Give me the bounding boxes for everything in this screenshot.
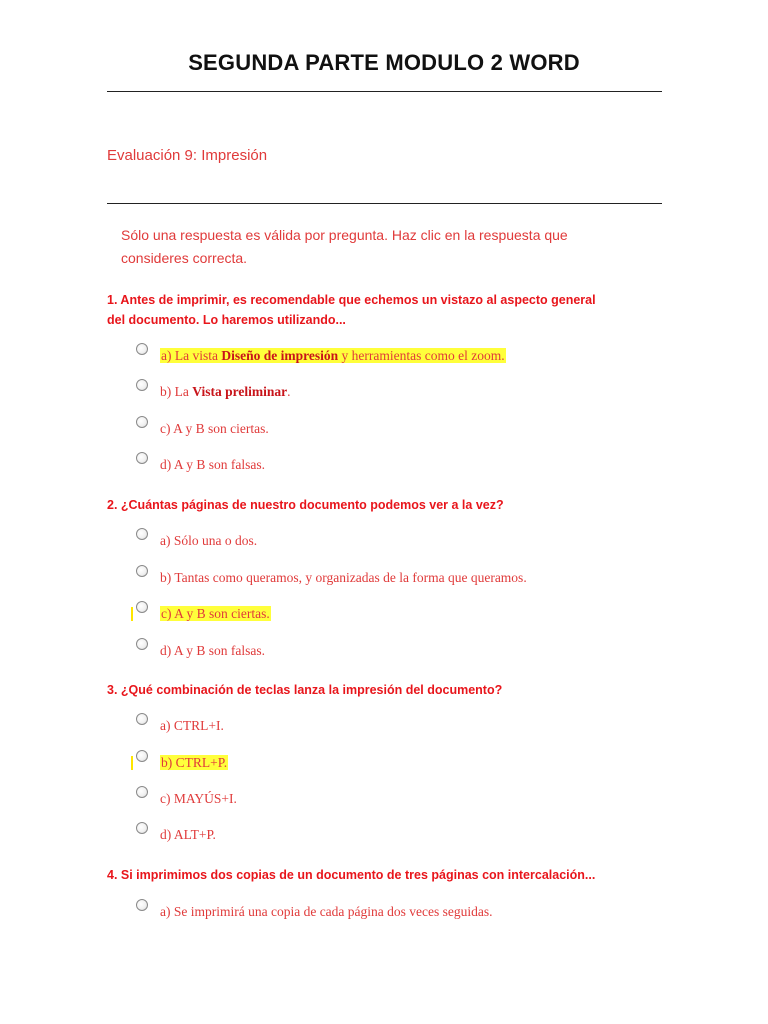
q2-option-b-label: b) Tantas como queramos, y organizadas de la forma que queramos.	[160, 570, 527, 585]
question-3-text: 3. ¿Qué combinación de teclas lanza la impresión del documento?	[107, 683, 503, 697]
radio-button-icon[interactable]	[136, 565, 148, 577]
selection-marker	[131, 607, 133, 621]
page-title: SEGUNDA PARTE MODULO 2 WORD	[188, 50, 580, 75]
q1-option-a[interactable]	[136, 343, 636, 365]
q3-option-b-label: b) CTRL+P.	[161, 755, 228, 770]
q1-option-d[interactable]	[136, 452, 636, 474]
q2-option-d-label: d) A y B son falsas.	[160, 643, 266, 658]
q2-option-c-label: c) A y B son ciertas.	[161, 606, 270, 621]
q2-option-d[interactable]	[136, 638, 636, 660]
q3-option-d[interactable]	[136, 822, 636, 844]
q3-option-d-label: d) ALT+P.	[160, 827, 216, 842]
radio-button-icon[interactable]	[136, 601, 148, 613]
radio-button-icon[interactable]	[136, 899, 148, 911]
question-4-text: 4. Si imprimimos dos copias de un documento de tres páginas con intercalación...	[107, 868, 596, 882]
q2-option-a[interactable]	[136, 528, 636, 550]
q2-option-a-label: a) Sólo una o dos.	[160, 533, 258, 548]
radio-button-icon[interactable]	[136, 452, 148, 464]
q1-option-d-label: d) A y B son falsas.	[160, 457, 266, 472]
q2-option-b[interactable]	[136, 565, 636, 587]
q3-option-c-label: c) MAYÚS+I.	[160, 791, 237, 806]
question-2-text: 2. ¿Cuántas páginas de nuestro documento podemos ver a la vez?	[107, 498, 504, 512]
radio-button-icon[interactable]	[136, 343, 148, 355]
radio-button-icon[interactable]	[136, 379, 148, 391]
q4-option-a[interactable]	[136, 899, 636, 921]
radio-button-icon[interactable]	[136, 416, 148, 428]
evaluation-divider	[107, 203, 662, 204]
q3-option-a[interactable]	[136, 713, 636, 735]
radio-button-icon[interactable]	[136, 638, 148, 650]
title-divider	[107, 91, 662, 92]
q1-option-b[interactable]	[136, 379, 636, 401]
radio-button-icon[interactable]	[136, 750, 148, 762]
q3-option-a-label: a) CTRL+I.	[160, 718, 224, 733]
q2-option-c[interactable]	[136, 601, 636, 623]
q1-option-c-label: c) A y B son ciertas.	[160, 421, 269, 436]
instructions-text: Sólo una respuesta es válida por pregunta. Haz clic en la respuesta que consideres correcta.	[121, 227, 568, 266]
q3-option-b[interactable]	[136, 750, 636, 772]
q1-option-c[interactable]	[136, 416, 636, 438]
q3-option-c[interactable]	[136, 786, 636, 808]
selection-marker	[131, 756, 133, 770]
q1-option-a-label: a) La vista Diseño de impresión y herramientas como el zoom.	[161, 348, 505, 363]
q1-option-b-label: b) La Vista preliminar.	[160, 384, 291, 399]
question-1-text: 1. Antes de imprimir, es recomendable que echemos un vistazo al aspecto general del documento. Lo haremos utilizando...	[107, 293, 596, 327]
evaluation-title: Evaluación 9: Impresión	[107, 147, 268, 164]
radio-button-icon[interactable]	[136, 528, 148, 540]
q4-option-a-label: a) Se imprimirá una copia de cada página dos veces seguidas.	[160, 904, 493, 919]
radio-button-icon[interactable]	[136, 713, 148, 725]
radio-button-icon[interactable]	[136, 786, 148, 798]
radio-button-icon[interactable]	[136, 822, 148, 834]
